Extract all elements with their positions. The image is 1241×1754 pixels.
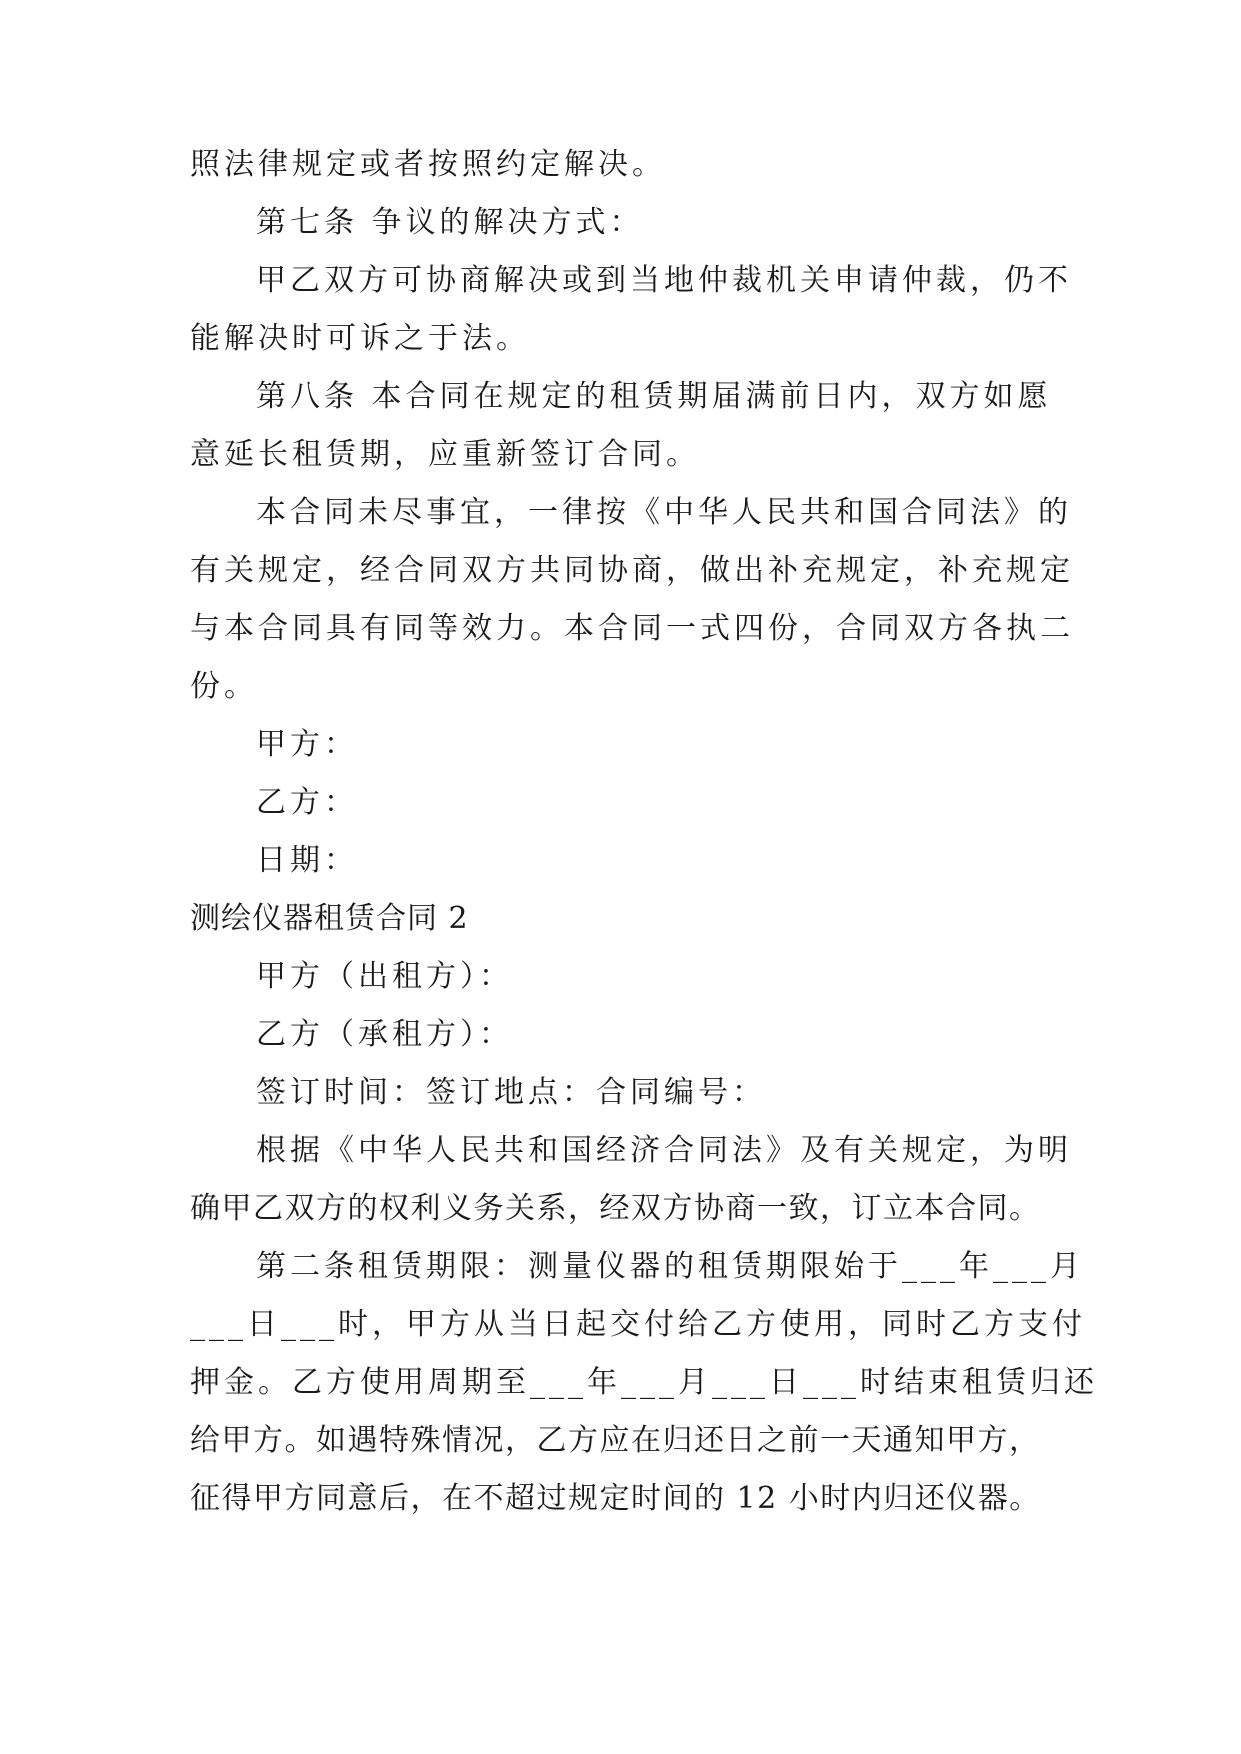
article-8-line: 第八条 本合同在规定的租赁期届满前日内，双方如愿 bbox=[256, 379, 1052, 414]
article-2-line: 第二条租赁期限：测量仪器的租赁期限始于___年___月 bbox=[256, 1249, 1084, 1284]
text-line: ___日___时，甲方从当日起交付给乙方使用，同时乙方支付 bbox=[190, 1307, 1086, 1342]
lessee-label: 乙方（承租方）： bbox=[256, 1017, 513, 1052]
text-line: 照法律规定或者按照约定解决。 bbox=[190, 147, 666, 182]
text-line: 征得甲方同意后，在不超过规定时间的 12 小时内归还仪器。 bbox=[190, 1481, 1041, 1516]
text-line: 给甲方。如遇特殊情况，乙方应在归还日之前一天通知甲方， bbox=[190, 1423, 1041, 1458]
contract-2-title: 测绘仪器租赁合同 2 bbox=[190, 901, 469, 936]
text-line: 根据《中华人民共和国经济合同法》及有关规定，为明 bbox=[256, 1133, 1072, 1168]
text-line: 本合同未尽事宜，一律按《中华人民共和国合同法》的 bbox=[256, 495, 1072, 530]
text-line: 押金。乙方使用周期至___年___月___日___时结束租赁归还 bbox=[190, 1365, 1098, 1400]
date-label: 日期： bbox=[256, 843, 358, 878]
text-line: 与本合同具有同等效力。本合同一式四份，合同双方各执二 bbox=[190, 611, 1074, 646]
article-7-heading: 第七条 争议的解决方式： bbox=[256, 205, 644, 240]
text-line: 确甲乙双方的权利义务关系，经双方协商一致，订立本合同。 bbox=[190, 1191, 1041, 1226]
text-line: 份。 bbox=[190, 669, 258, 704]
text-line: 有关规定，经合同双方共同协商，做出补充规定，补充规定 bbox=[190, 553, 1074, 588]
text-line: 甲乙双方可协商解决或到当地仲裁机关申请仲裁，仍不 bbox=[256, 263, 1072, 298]
party-a-signature-label: 甲方： bbox=[256, 727, 358, 762]
lessor-label: 甲方（出租方）： bbox=[256, 959, 513, 994]
text-line: 意延长租赁期，应重新签订合同。 bbox=[190, 437, 700, 472]
signing-info-line: 签订时间：签订地点：合同编号： bbox=[256, 1075, 766, 1110]
text-line: 能解决时可诉之于法。 bbox=[190, 321, 530, 356]
party-b-signature-label: 乙方： bbox=[256, 785, 358, 820]
